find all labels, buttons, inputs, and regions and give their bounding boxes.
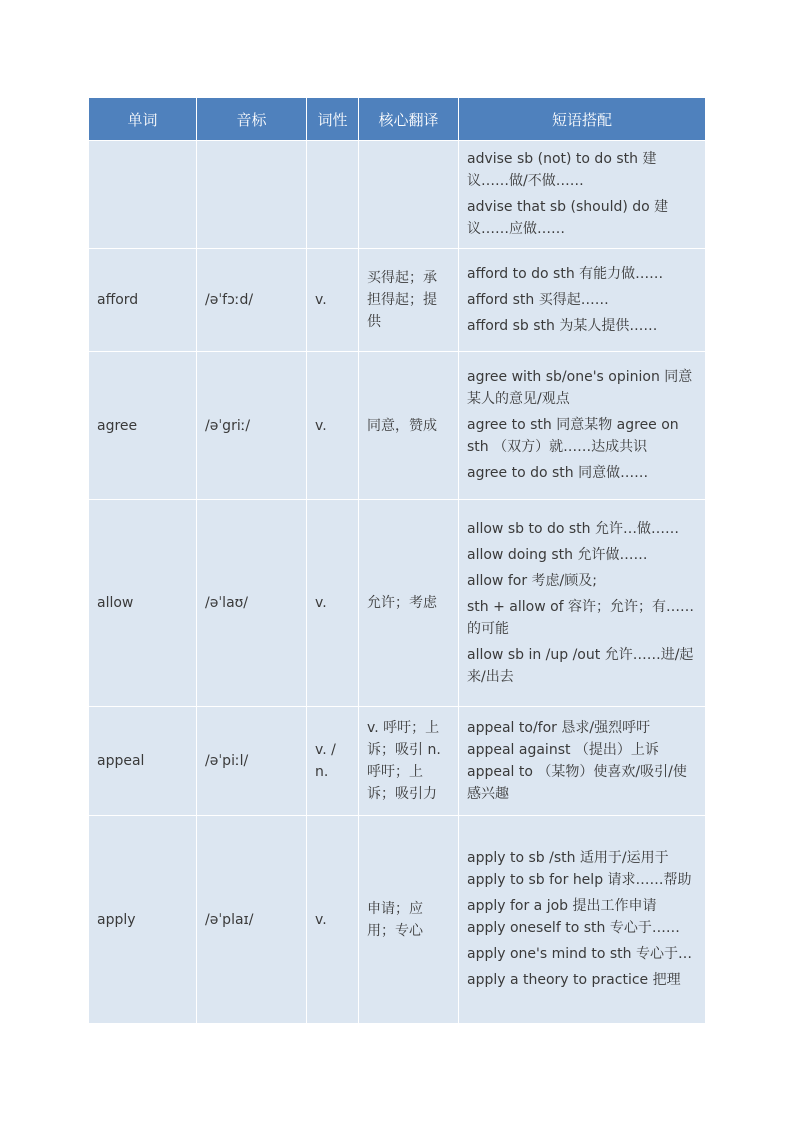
translation-cell: 允许；考虑: [359, 500, 459, 707]
phonetic-cell: /əˈgriː/: [197, 352, 307, 500]
phonetic-cell: /əˈlaʊ/: [197, 500, 307, 707]
pos-cell: v. / n.: [307, 707, 359, 816]
table-row: [89, 816, 706, 1024]
table-row: [89, 352, 706, 500]
pos-cell: v.: [307, 816, 359, 1024]
word-cell: allow: [89, 500, 197, 707]
word-cell: appeal: [89, 707, 197, 816]
phrases-cell: [459, 249, 706, 352]
table-row: [89, 249, 706, 352]
translation-cell: v. 呼吁；上诉；吸引 n. 呼吁；上诉；吸引力: [359, 707, 459, 816]
word-cell: [89, 141, 197, 249]
table-header-row: [89, 98, 706, 141]
column-header-core-translation: 核心翻译: [359, 98, 459, 141]
column-header-word: 单词: [89, 98, 197, 141]
column-header-phrases: 短语搭配: [459, 98, 706, 141]
word-cell: apply: [89, 816, 197, 1024]
phrase-item: agree with sb/one's opinion 同意某人的意见/观点: [467, 369, 693, 407]
phrases-cell: [459, 707, 706, 816]
phrase-item: allow doing sth 允许做……: [467, 546, 648, 563]
phrase-item: agree to sth 同意某物 agree on sth （双方）就……达成共识: [467, 417, 679, 455]
translation-cell: 申请；应用；专心: [359, 816, 459, 1024]
phrase-item: afford sth 买得起……: [467, 291, 609, 308]
column-header-part-of-speech: 词性: [307, 98, 359, 141]
phonetic-cell: [197, 141, 307, 249]
phrase-item: afford sb sth 为某人提供……: [467, 317, 658, 334]
phrase-item: agree to do sth 同意做……: [467, 465, 649, 481]
phrase-item: apply to sb /sth 适用于/运用于 apply to sb for help 请求……帮助: [467, 850, 692, 888]
phrase-item: apply a theory to practice 把理: [467, 972, 681, 988]
pos-cell: v.: [307, 352, 359, 500]
table-row: [89, 707, 706, 816]
translation-cell: 同意，赞成: [359, 352, 459, 500]
phonetic-cell: /əˈfɔːd/: [197, 249, 307, 352]
word-cell: agree: [89, 352, 197, 500]
word-cell: afford: [89, 249, 197, 352]
phrase-item: appeal to （某物）使喜欢/吸引/使感兴趣: [467, 764, 687, 802]
translation-cell: [359, 141, 459, 249]
pos-cell: v.: [307, 500, 359, 707]
table-row: [89, 500, 706, 707]
phrases-cell: [459, 141, 706, 249]
phrase-item: apply one's mind to sth 专心于…: [467, 946, 692, 962]
phrase-item: appeal to/for 恳求/强烈呼吁: [467, 720, 651, 736]
phrase-item: sth + allow of 容许；允许；有……的可能: [467, 598, 695, 637]
vocabulary-table: [88, 97, 706, 1024]
pos-cell: v.: [307, 249, 359, 352]
phrases-cell: [459, 352, 706, 500]
phonetic-cell: /əˈplaɪ/: [197, 816, 307, 1024]
column-header-phonetic: 音标: [197, 98, 307, 141]
phrases-cell: [459, 500, 706, 707]
translation-cell: 买得起；承担得起；提供: [359, 249, 459, 352]
phrase-item: appeal against （提出）上诉: [467, 742, 659, 758]
phrase-item: afford to do sth 有能力做……: [467, 265, 664, 282]
phrase-item: allow sb in /up /out 允许……进/起来/出去: [467, 646, 694, 685]
phrase-item: advise that sb (should) do 建议……应做……: [467, 199, 669, 237]
phrase-item: apply for a job 提出工作申请 apply oneself to sth 专心于……: [467, 898, 680, 936]
phonetic-cell: /əˈpiːl/: [197, 707, 307, 816]
phrases-cell: [459, 816, 706, 1024]
phrase-item: advise sb (not) to do sth 建议……做/不做……: [467, 151, 657, 189]
phrase-item: allow for 考虑/顾及;: [467, 572, 597, 589]
phrase-item: allow sb to do sth 允许…做……: [467, 520, 679, 537]
table-row: [89, 141, 706, 249]
pos-cell: [307, 141, 359, 249]
